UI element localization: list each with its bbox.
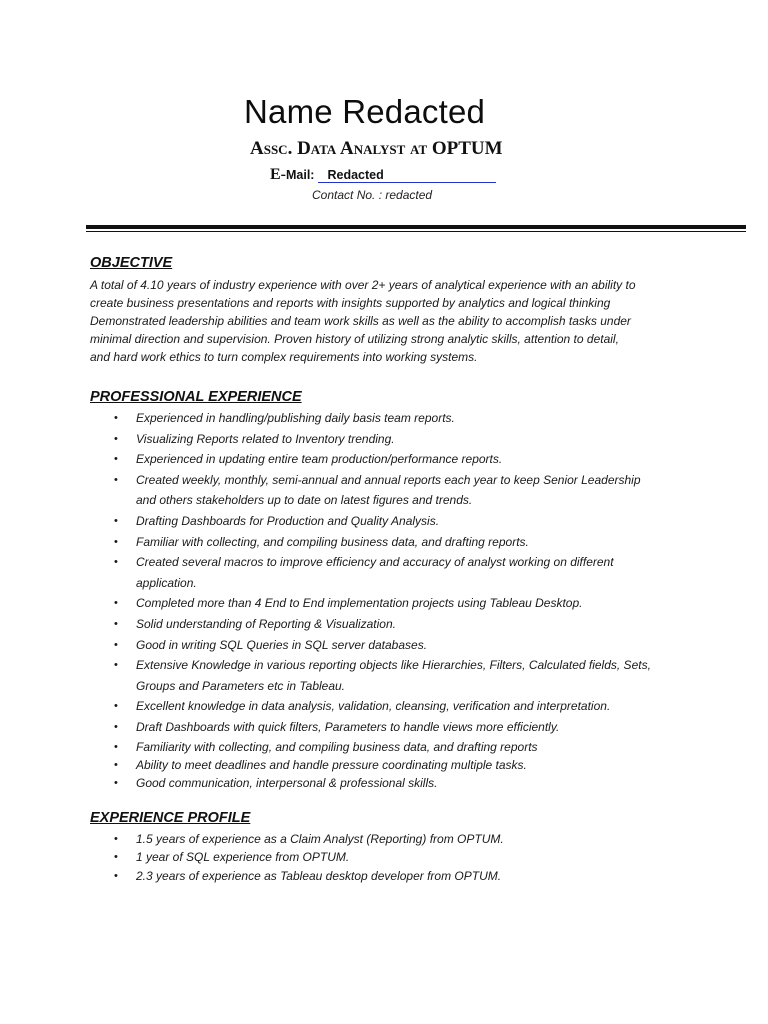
list-item-text: Solid understanding of Reporting & Visualization. xyxy=(136,616,396,631)
bullet-icon: • xyxy=(114,758,118,771)
list-item-text: application. xyxy=(136,575,197,590)
bullet-icon: • xyxy=(114,740,118,753)
header-divider-thick xyxy=(86,225,746,229)
list-item xyxy=(0,830,504,848)
bullet-icon: • xyxy=(114,638,118,651)
list-item-text: Created weekly, monthly, semi-annual and annual reports each year to keep Senior Leadership xyxy=(136,472,641,487)
bullet-icon: • xyxy=(114,869,118,882)
objective-line: Demonstrated leadership abilities and team work skills as well as the ability to accomplish tasks under xyxy=(90,314,631,329)
professional-experience-heading: PROFESSIONAL EXPERIENCE xyxy=(90,389,302,405)
list-item xyxy=(0,449,651,470)
objective-line: A total of 4.10 years of industry experience with over 2+ years of analytical experience with an ability to xyxy=(90,278,636,292)
list-item-text: Ability to meet deadlines and handle pressure coordinating multiple tasks. xyxy=(136,757,527,772)
list-item-text: Experienced in updating entire team production/performance reports. xyxy=(136,452,503,467)
list-item-text: Draft Dashboards with quick filters, Parameters to handle views more efficiently. xyxy=(136,719,560,734)
objective-line: minimal direction and supervision. Proven history of utilizing strong analytic skills, attention to detail, xyxy=(90,332,619,347)
experience-profile-heading: EXPERIENCE PROFILE xyxy=(90,810,251,826)
email-row xyxy=(270,166,496,184)
list-item-text: Created several macros to improve efficiency and accuracy of analyst working on different xyxy=(136,555,614,570)
list-item-text: Excellent knowledge in data analysis, validation, cleansing, verification and interpretation. xyxy=(136,699,611,714)
objective-paragraph xyxy=(90,276,690,366)
email-label-rest: Mail: xyxy=(286,168,315,182)
contact-number: Contact No. : redacted xyxy=(312,188,433,202)
list-item xyxy=(0,696,651,717)
list-item xyxy=(0,511,651,532)
bullet-icon: • xyxy=(114,597,118,610)
bullet-icon: • xyxy=(114,851,118,864)
list-item xyxy=(0,738,651,756)
objective-line: create business presentations and reports with insights supported by analytics and logical thinking xyxy=(90,296,611,311)
list-item-text: Good in writing SQL Queries in SQL server databases. xyxy=(136,637,428,652)
bullet-icon: • xyxy=(114,432,118,445)
list-item xyxy=(0,717,651,738)
objective-line: and hard work ethics to turn complex requirements into working systems. xyxy=(90,350,478,365)
list-item xyxy=(0,774,651,792)
list-item xyxy=(0,408,651,429)
header-divider-thin xyxy=(86,231,746,232)
list-item-text: Groups and Parameters etc in Tableau. xyxy=(136,678,346,693)
list-item-text: 1 year of SQL experience from OPTUM. xyxy=(136,850,350,865)
bullet-icon: • xyxy=(114,453,118,466)
bullet-icon: • xyxy=(114,535,118,548)
bullet-icon: • xyxy=(114,473,118,486)
bullet-icon: • xyxy=(114,700,118,713)
bullet-icon: • xyxy=(114,556,118,569)
list-item xyxy=(0,429,651,450)
list-item xyxy=(0,848,504,866)
bullet-icon: • xyxy=(114,412,118,424)
list-item-text: Experienced in handling/publishing daily basis team reports. xyxy=(136,411,455,425)
list-item-text: Familiar with collecting, and compiling business data, and drafting reports. xyxy=(136,534,529,549)
objective-heading: OBJECTIVE xyxy=(90,255,173,271)
list-item-text: Completed more than 4 End to End implementation projects using Tableau Desktop. xyxy=(136,596,583,611)
list-item-text: Good communication, interpersonal & professional skills. xyxy=(136,775,438,790)
email-link[interactable]: Redacted xyxy=(318,168,496,183)
list-item xyxy=(0,756,651,774)
list-item xyxy=(0,655,651,696)
list-item xyxy=(0,552,651,593)
bullet-icon: • xyxy=(114,617,118,630)
professional-experience-list xyxy=(0,408,651,792)
bullet-icon: • xyxy=(114,659,118,672)
list-item xyxy=(0,867,504,885)
list-item xyxy=(0,532,651,553)
candidate-name: Name Redacted xyxy=(244,93,486,130)
bullet-icon: • xyxy=(114,833,118,845)
experience-profile-list xyxy=(0,830,504,885)
list-item xyxy=(0,614,651,635)
list-item-text: Extensive Knowledge in various reporting objects like Hierarchies, Filters, Calculated fields, Sets, xyxy=(136,658,651,673)
list-item-text: Familiarity with collecting, and compiling business data, and drafting reports xyxy=(136,739,538,754)
list-item-text: 1.5 years of experience as a Claim Analyst (Reporting) from OPTUM. xyxy=(136,832,504,846)
list-item-text: 2.3 years of experience as Tableau desktop developer from OPTUM. xyxy=(136,868,502,883)
email-label xyxy=(270,166,314,183)
bullet-icon: • xyxy=(114,514,118,527)
list-item xyxy=(0,470,651,511)
bullet-icon: • xyxy=(114,776,118,789)
job-title: Assc. Data Analyst at OPTUM xyxy=(250,138,503,159)
email-label-prefix: E- xyxy=(270,166,286,183)
list-item-text: and others stakeholders up to date on latest figures and trends. xyxy=(136,493,473,508)
list-item-text: Visualizing Reports related to Inventory trending. xyxy=(136,431,395,446)
list-item xyxy=(0,593,651,614)
bullet-icon: • xyxy=(114,720,118,733)
list-item xyxy=(0,635,651,656)
list-item-text: Drafting Dashboards for Production and Quality Analysis. xyxy=(136,513,440,528)
